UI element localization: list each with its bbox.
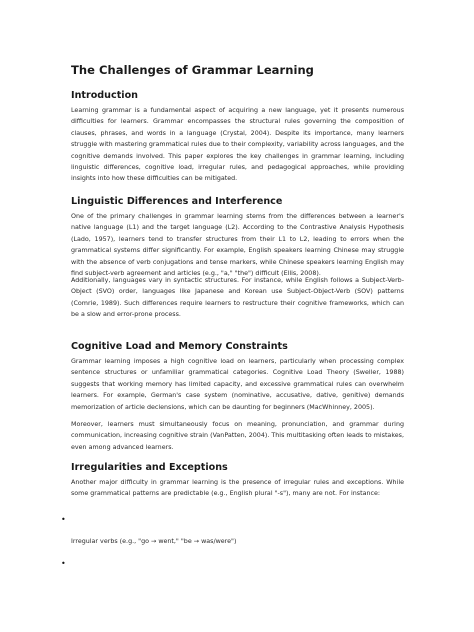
paragraph-cognitive-load-2: Moreover, learners must simultaneously focus on meaning, pronunciation, and grammar during communication, increasing cognitive strain (VanPatten, 2004). This multitasking often leads to mistakes, even among advanced learners.: [71, 421, 404, 451]
paragraph-linguistic-differences-2: Additionally, languages vary in syntactic structures. For instance, while English follows a Subject-Verb-Object (SVO) order, languages like Japanese and Korean use Subject-Object-Verb (SOV) patterns (Comrie, 1989). Such differences require learners to restructure their cognitive frameworks, which can be a slow and error-prone process.: [71, 277, 404, 319]
section-heading-introduction: Introduction: [71, 90, 138, 101]
list-bullet: •: [61, 559, 66, 568]
list-item-irregular-verbs: Irregular verbs (e.g., "go → went," "be → was/were"): [71, 538, 237, 545]
section-heading-linguistic-differences: Linguistic Differences and Interference: [71, 196, 283, 207]
section-heading-cognitive-load: Cognitive Load and Memory Constraints: [71, 341, 288, 352]
paragraph-irregularities: Another major difficulty in grammar learning is the presence of irregular rules and exceptions. While some grammatical patterns are predictable (e.g., English plural "-s"), many are not. For instance:: [71, 479, 404, 498]
paragraph-cognitive-load-1: Grammar learning imposes a high cognitive load on learners, particularly when processing complex sentence structures or unfamiliar grammatical categories. Cognitive Load Theory (Sweller, 1988) suggests that working memory has limited capacity, and excessive grammatical rules can overwhelm learners. For example, German's case system (nominative, accusative, dative, genitive) demands memorization of article declensions, which can be daunting for beginners (MacWhinney, 2005).: [71, 358, 404, 411]
section-heading-irregularities: Irregularities and Exceptions: [71, 462, 228, 473]
list-bullet: •: [61, 515, 66, 524]
paragraph-linguistic-differences-1: One of the primary challenges in grammar learning stems from the differences between a learner's native language (L1) and the target language (L2). According to the Contrastive Analysis Hypothesis (Lado, 1957), learners tend to transfer structures from their L1 to L2, leading to errors when the grammatical systems differ significantly. For example, English speakers learning Chinese may struggle with the absence of verb conjugations and tense markers, while Chinese speakers learning English may find subject-verb agreement and articles (e.g., "a," "the") difficult (Ellis, 2008).: [71, 213, 404, 278]
paragraph-introduction: Learning grammar is a fundamental aspect of acquiring a new language, yet it presents numerous difficulties for learners. Grammar encompasses the structural rules governing the composition of clauses, phrases, and words in a language (Crystal, 2004). Despite its importance, many learners struggle with mastering grammatical rules due to their complexity, variability across languages, and the cognitive demands involved. This paper explores the key challenges in grammar learning, including linguistic differences, cognitive load, irregular rules, and pedagogical approaches, while providing insights into how these difficulties can be mitigated.: [71, 107, 404, 183]
document-title: The Challenges of Grammar Learning: [71, 63, 314, 77]
